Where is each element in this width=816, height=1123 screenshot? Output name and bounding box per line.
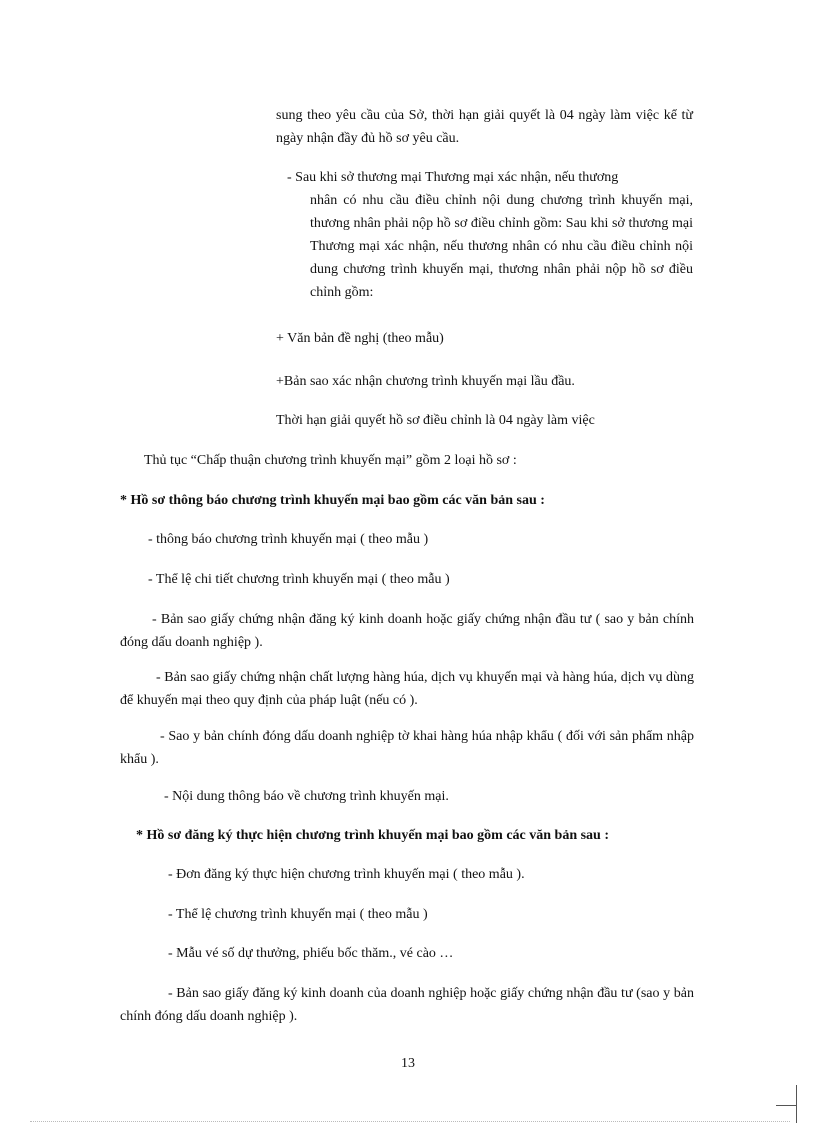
list-item-the-le-chi-tiet: - Thể lệ chi tiết chương trình khuyến mại ( theo mẫu ) [148, 572, 450, 587]
list-item-thong-bao: - thông báo chương trình khuyến mại ( theo mẫu ) [148, 532, 429, 547]
list-item-the-le: - Thể lệ chương trình khuyến mại ( theo mẫu ) [168, 907, 428, 922]
list-item-ban-sao: +Bản sao xác nhận chương trình khuyến mại lầu đầu. [276, 374, 575, 389]
page-number: 13 [401, 1056, 415, 1071]
paragraph-2: - Sau khi sở thương mại Thương mại xác nhận, nếu thương [287, 170, 619, 185]
list-item-noi-dung: - Nội dung thông báo về chương trình khuyến mại. [164, 789, 449, 804]
paragraph-1: sung theo yêu cầu của Sở, thời hạn giải quyết là 04 ngày làm việc kể từ ngày nhận đầy đủ hồ sơ yêu cầu. [276, 108, 693, 146]
paragraph-thu-tuc: Thủ tục “Chấp thuận chương trình khuyến mại” gồm 2 loại hồ sơ : [144, 453, 517, 468]
section-heading-dang-ky: * Hồ sơ đăng ký thực hiện chương trình khuyến mại bao gồm các văn bản sau : [136, 828, 610, 843]
page-bottom-rule [30, 1121, 790, 1122]
list-item-don-dang-ky: - Đơn đăng ký thực hiện chương trình khuyến mại ( theo mẫu ). [168, 867, 525, 882]
page-corner-mark [796, 1085, 797, 1123]
page-corner-mark-h [776, 1105, 796, 1106]
list-item-mau-ve: - Mẫu vé số dự thưởng, phiếu bốc thăm., vé cào … [168, 946, 454, 961]
paragraph-3: nhân có nhu cầu điều chỉnh nội dung chương trình khuyến mại, thương nhân phải nộp hồ sơ điều chỉnh gồm: Sau khi sở thương mại Thương mại xác nhận, nếu thương nhân có nhu cầu điều chỉnh nội dung chương trình khuyến mại, thương nhân phải nộp hồ sơ điều chỉnh gồm: [310, 193, 693, 300]
list-item-chat-luong: - Bản sao giấy chứng nhận chất lượng hàng húa, dịch vụ khuyến mại và hàng húa, dịch vụ dùng để khuyến mại theo quy định của pháp luật (nếu có ). [120, 670, 694, 708]
paragraph-thoi-han: Thời hạn giải quyết hồ sơ điều chỉnh là 04 ngày làm việc [276, 413, 595, 428]
list-item-giay-dang-ky: - Bản sao giấy đăng ký kinh doanh của doanh nghiệp hoặc giấy chứng nhận đầu tư (sao y bản chính đóng dấu doanh nghiệp ). [120, 986, 694, 1024]
list-item-van-ban: + Văn bản đề nghị (theo mẫu) [276, 331, 444, 346]
list-item-ban-sao-gcn: - Bản sao giấy chứng nhận đăng ký kinh doanh hoặc giấy chứng nhận đầu tư ( sao y bản chính đóng dấu doanh nghiệp ). [120, 612, 694, 650]
list-item-sao-y: - Sao y bản chính đóng dấu doanh nghiệp tờ khai hàng húa nhập khẩu ( đối với sản phẩm nhập khẩu ). [120, 729, 694, 767]
section-heading-thong-bao: * Hồ sơ thông báo chương trình khuyến mại bao gồm các văn bản sau : [120, 493, 545, 508]
